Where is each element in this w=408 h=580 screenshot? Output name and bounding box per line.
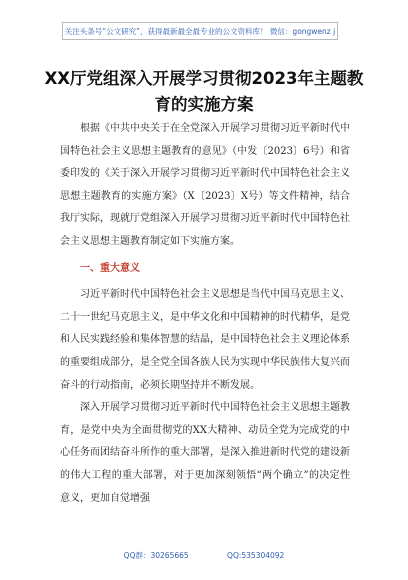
document-body [60, 118, 350, 510]
top-banner: 关注头条号“公文研究”，获得最新最全最专业的公文资料库！ 微信：gongwenz j [62, 22, 338, 40]
paragraph-deployment: 深入开展学习贯彻习近平新时代中国特色社会主义思想主题教育，是党中央为全面贯彻党的XX大精神、动员全党为完成党的中心任务而团结奋斗所作的重大部署，是深入推进新时代党的建设新的伟大工程的重大部署，对于更加深刻领悟“两个确立”的决定性意义，更加自觉增强 [60, 402, 350, 504]
paragraph-intro: 根据《中共中央关于在全党深入开展学习贯彻习近平新时代中国特色社会主义思想主题教育的意见》（中发〔2023〕6号）和省委印发的《关于深入开展学习贯彻习近平新时代中国特色社会主义思想主题教育的实施方案》（X〔2023〕X号）等文件精神，结合我厅实际，现就厅党组深入开展学习贯彻习近平新时代中国特色社会主义思想主题教育制定如下实施方案。 [60, 123, 350, 247]
footer-qq-group: QQ群：30265665 [123, 551, 189, 560]
section-heading: 一、重大意义 [80, 262, 140, 274]
document-title: XX厅党组深入开展学习贯彻2023年主题教育的实施方案 [44, 69, 364, 114]
paragraph-significance: 习近平新时代中国特色社会主义思想是当代中国马克思主义、二十一世纪马克思主义，是中华文化和中国精神的时代精华，是党和人民实践经验和集体智慧的结晶，是中国特色社会主义理论体系的重要组成部分，是全党全国各族人民为实现中华民族伟大复兴而奋斗的行动指南，必须长期坚持并不断发展。 [60, 289, 350, 391]
footer [0, 550, 408, 561]
footer-qq: QQ:535304092 [227, 551, 285, 560]
